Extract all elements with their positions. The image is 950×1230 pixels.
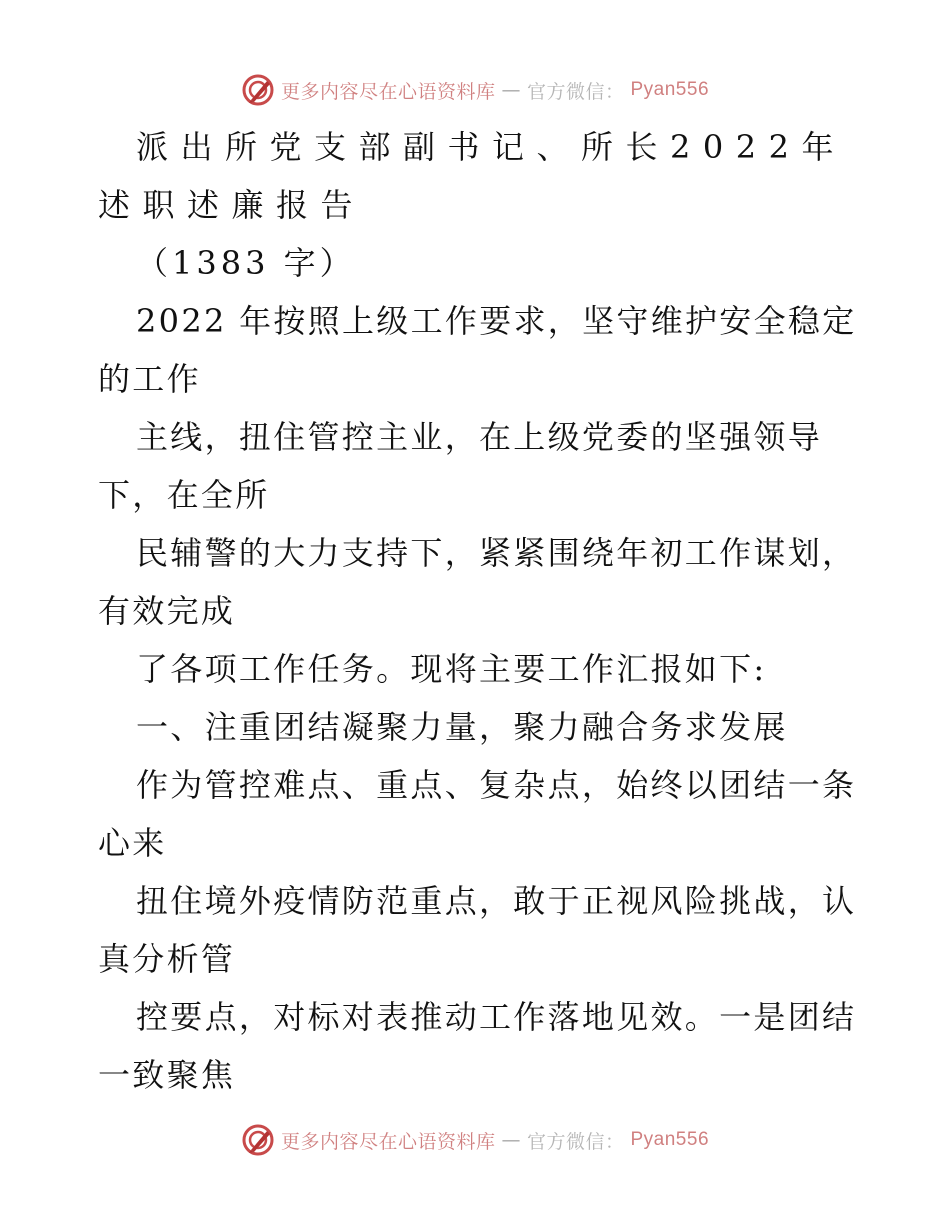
paragraph-line: 控要点，对标对表推动工作落地见效。一是团结 [136,998,857,1036]
word-count: （1383 字） [136,244,356,282]
section-heading: 一、注重团结凝聚力量，聚力融合务求发展 [136,708,788,746]
paragraph-line: 民辅警的大力支持下，紧紧围绕年初工作谋划， [136,534,857,572]
watermark-header [0,70,950,110]
document-body [98,118,868,1104]
watermark-wechat-id: Pyan556 [630,1129,710,1150]
pen-logo-icon [241,1123,275,1157]
paragraph-line: 一致聚焦 [98,1056,236,1094]
paragraph-line: 的工作 [98,360,201,398]
pen-logo-icon [241,73,275,107]
watermark-wechat-label: 官方微信： [526,80,625,103]
watermark-separator: — [501,79,521,101]
document-title-line-2: 述职述廉报告 [98,186,366,224]
document-title-line-1: 派出所党支部副书记、所长2022年 [136,128,846,166]
watermark-footer [0,1120,950,1160]
paragraph-line: 作为管控难点、重点、复杂点，始终以团结一条 [136,766,857,804]
paragraph-line: 了各项工作任务。现将主要工作汇报如下: [136,650,767,688]
paragraph-line: 有效完成 [98,592,236,630]
paragraph-line: 主线，扭住管控主业，在上级党委的坚强领导 [136,418,823,456]
paragraph-line: 真分析管 [98,940,236,978]
paragraph-line: 扭住境外疫情防范重点，敢于正视风险挑战，认 [136,882,857,920]
paragraph-line: 心来 [98,824,167,862]
watermark-text: 更多内容尽在心语资料库 [280,80,496,103]
watermark-wechat-label: 官方微信： [526,1130,625,1153]
watermark-separator: — [501,1129,521,1151]
paragraph-line: 2022 年按照上级工作要求，坚守维护安全稳定 [136,302,857,340]
paragraph-line: 下，在全所 [98,476,270,514]
watermark-text: 更多内容尽在心语资料库 [280,1130,496,1153]
watermark-wechat-id: Pyan556 [630,79,710,100]
